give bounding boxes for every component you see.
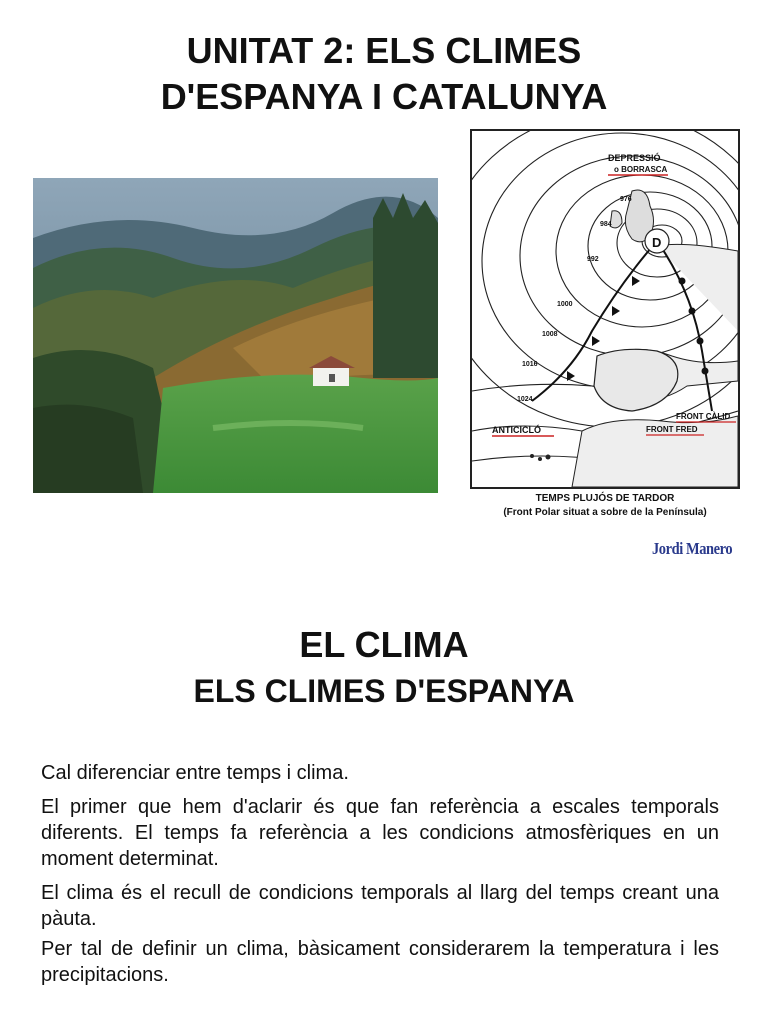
page-title: [0, 28, 768, 120]
map-label-front-calid: FRONT CÀLID: [676, 412, 731, 421]
isobar-label: 1008: [542, 331, 558, 338]
isobar-label: 1016: [522, 361, 538, 368]
paragraph: El clima és el recull de condicions temporals al llarg del temps creant una pàuta.: [41, 882, 719, 930]
map-label-depression: DEPRESSIÓ: [608, 153, 661, 163]
map-caption-line-1: TEMPS PLUJÓS DE TARDOR: [535, 493, 675, 504]
paragraph: El primer que hem d'aclarir és que fan referència a escales temporals diferents. El temps fa referència a les condicions atmosfèriques en un moment determinat.: [41, 796, 719, 870]
paragraph: Cal diferenciar entre temps i clima.: [41, 762, 349, 784]
title-line-1: UNITAT 2: ELS CLIMES: [186, 30, 582, 71]
isobar-label: 992: [587, 256, 599, 263]
landscape-photo: [33, 178, 438, 493]
title-line-2: D'ESPANYA I CATALUNYA: [160, 76, 608, 117]
isobar-label: 1024: [517, 396, 533, 403]
body-text: [41, 760, 719, 996]
weather-map: [470, 129, 740, 489]
map-caption: [470, 492, 740, 520]
map-label-front-fred: FRONT FRED: [646, 425, 698, 434]
section-title: EL CLIMA: [299, 624, 469, 665]
map-center-letter: D: [652, 235, 662, 250]
isobar-label: 984: [600, 221, 612, 228]
paragraph: Per tal de definir un clima, bàsicament considerarem la temperatura i les precipitacions.: [41, 938, 719, 986]
author-signature: Jordi Manero: [652, 539, 733, 558]
section-subtitle: ELS CLIMES D'ESPANYA: [193, 673, 575, 709]
map-label-borrasca: o BORRASCA: [614, 165, 668, 174]
isobar-label: 976: [620, 196, 632, 203]
map-caption-line-2: (Front Polar situat a sobre de la Península): [503, 507, 707, 518]
map-label-anticiclo: ANTICICLÓ: [492, 425, 541, 435]
isobar-label: 1000: [557, 301, 573, 308]
